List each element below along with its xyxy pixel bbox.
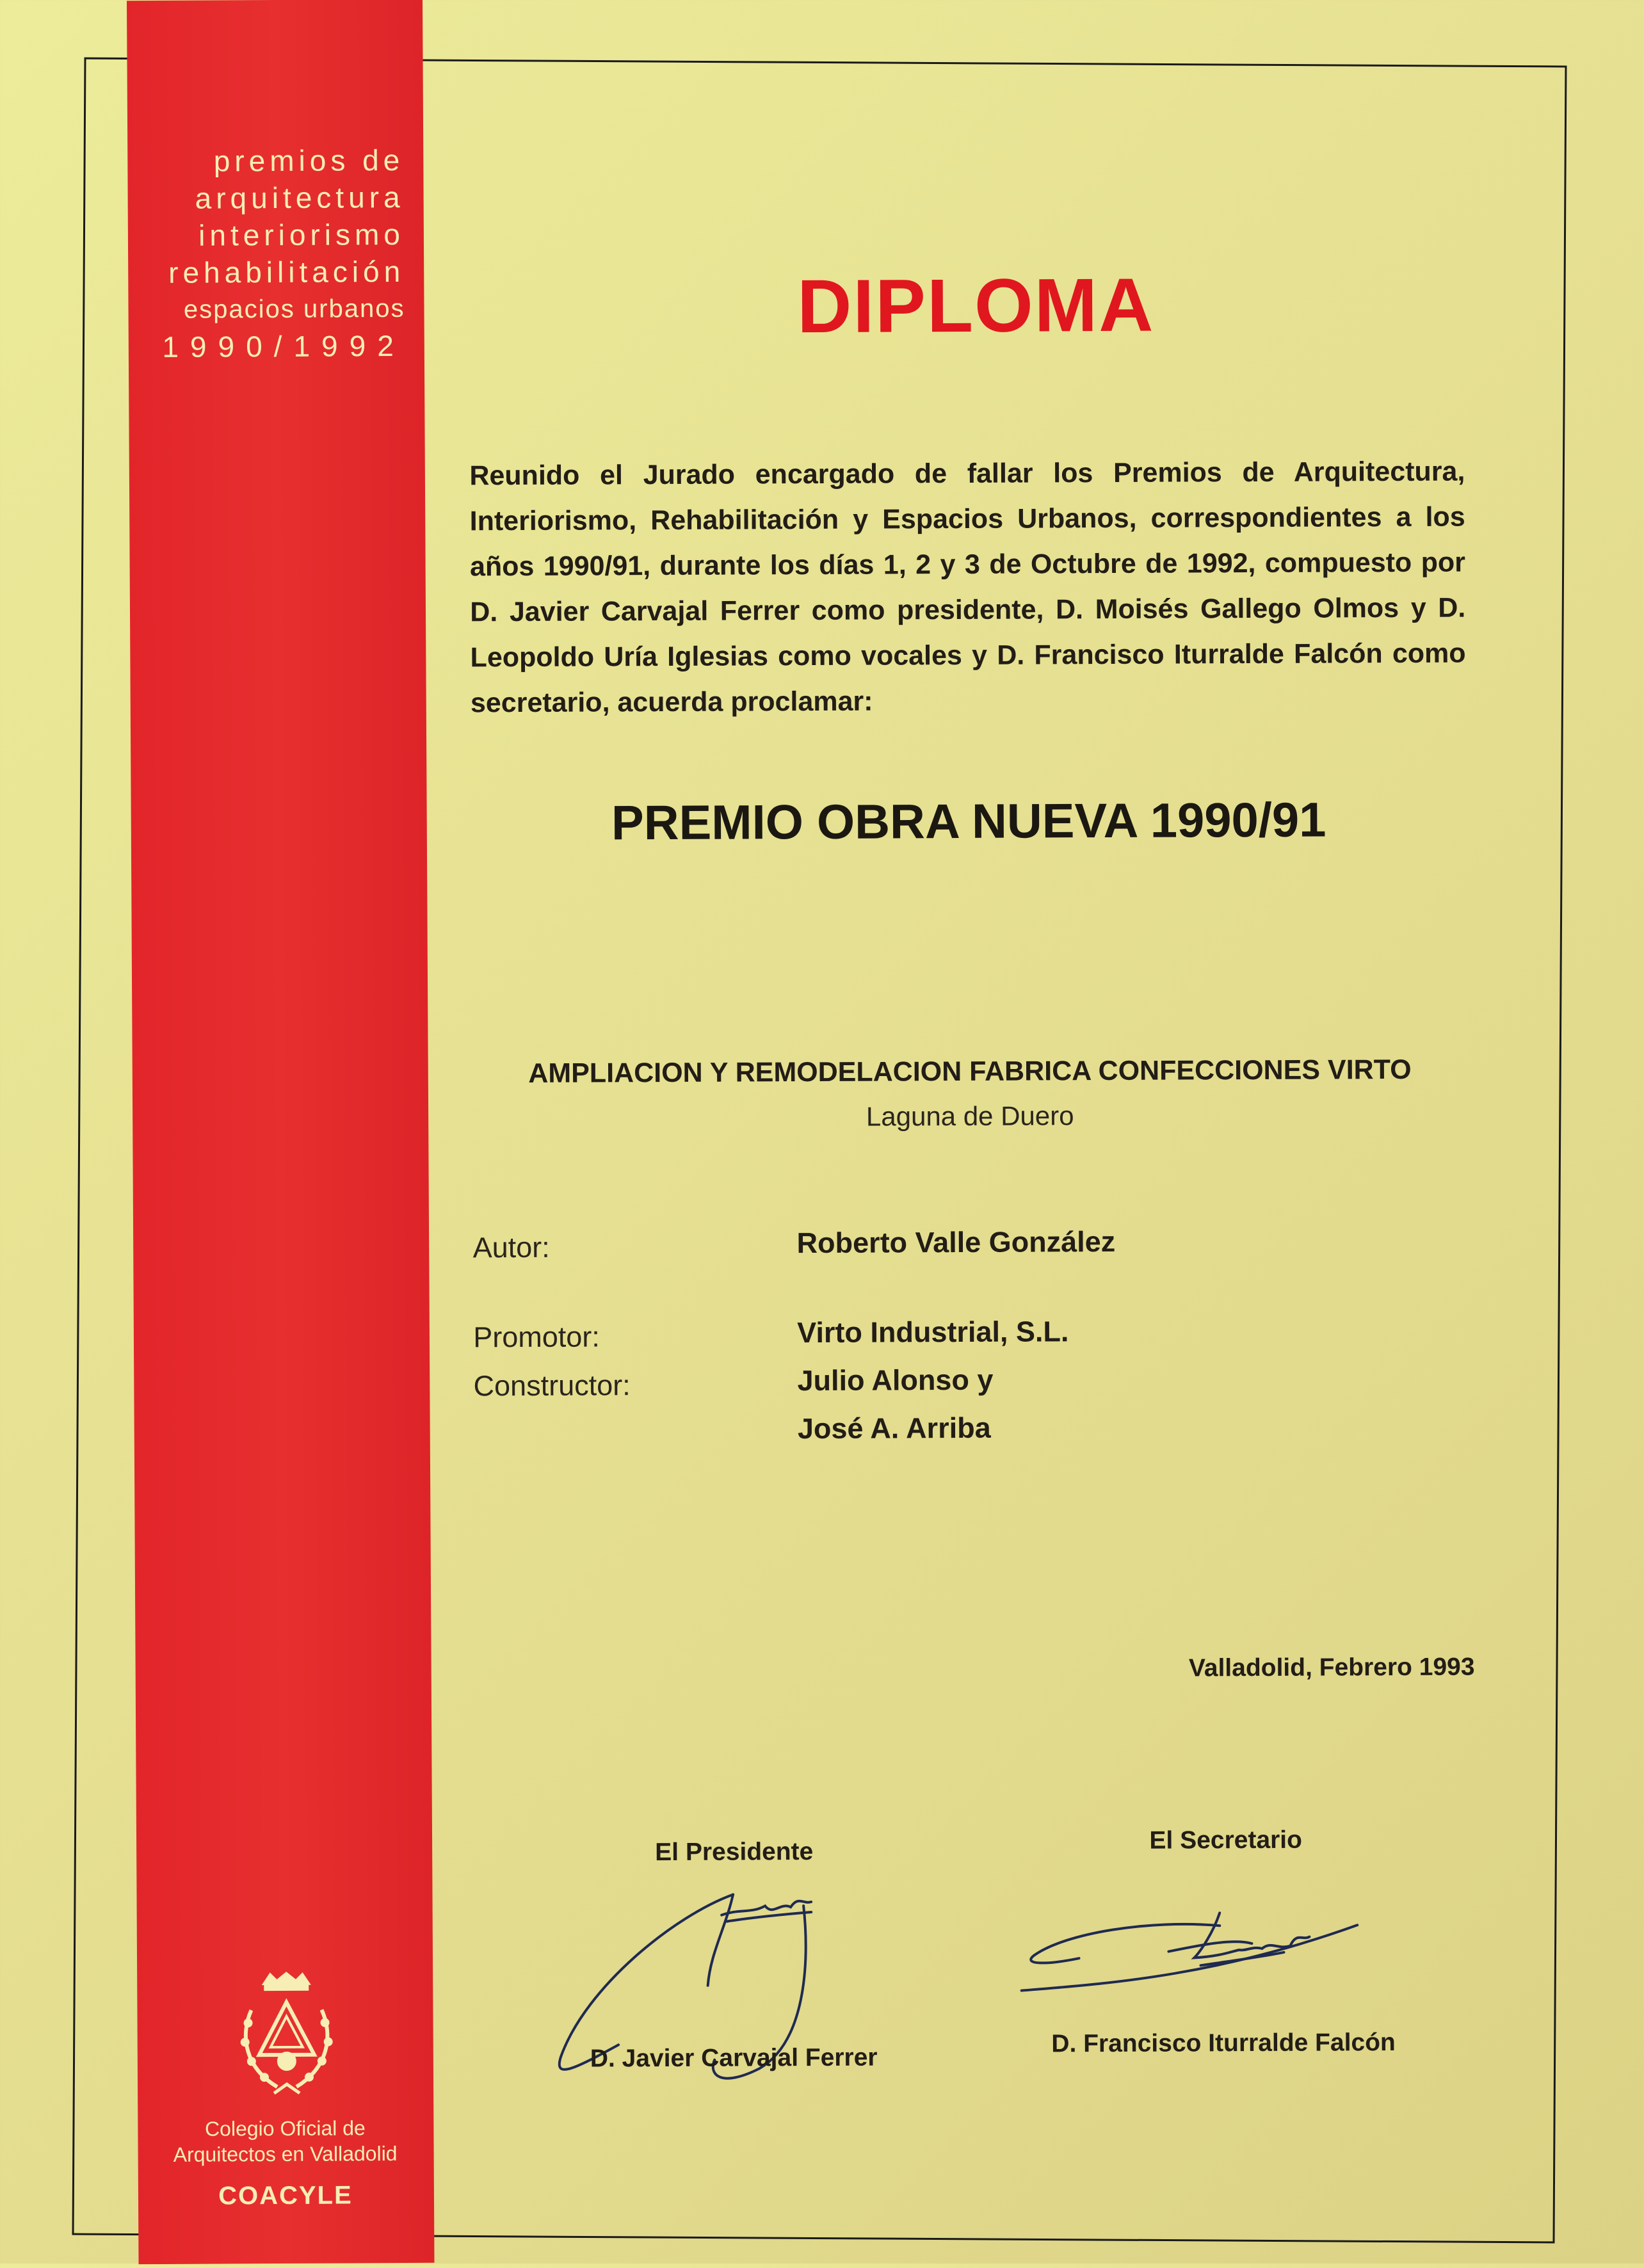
president-role: El Presidente [655,1838,814,1867]
awards-title-line: espacios urbanos [183,294,405,324]
prize-title: PREMIO OBRA NUEVA 1990/91 [611,792,1326,851]
awards-years: 1990/1992 [162,328,405,364]
secretary-role: El Secretario [1149,1826,1303,1854]
awards-title-line: rehabilitación [168,254,405,289]
secretary-name: D. Francisco Iturralde Falcón [1051,2029,1396,2058]
secretary-signature [1008,1893,1367,2009]
college-acronym: COACYLE [218,2181,353,2210]
jury-statement: Reunido el Jurado encargado de fallar los Premios de Arquitectura, Interiorismo, Rehabilitación y Espacios Urbanos, correspondientes a los años 1990/91, durante los días 1, 2 y 3 de Octubre de 1992, compuesto por D. Javier Carvajal Ferrer como presidente, D. Moisés Gallego Olmos y D. Leopoldo Uría Iglesias como vocales y D. Francisco Iturralde Falcón como secretario, acuerda proclamar: [469,456,1466,719]
diploma-heading: DIPLOMA [796,262,1155,350]
awards-title-line: arquitectura [195,180,405,215]
awards-title-line: interiorismo [198,217,405,252]
builder-value-line: Julio Alonso y [797,1363,994,1397]
college-name-line: Colegio Oficial de [204,2116,366,2141]
builder-label: Constructor: [473,1369,631,1403]
project-location: Laguna de Duero [866,1100,1074,1132]
author-label: Autor: [472,1230,550,1264]
project-title: AMPLIACION Y REMODELACION FABRICA CONFECCIONES VIRTO [528,1054,1412,1089]
promoter-label: Promotor: [473,1320,600,1354]
college-name-line: Arquitectos en Valladolid [173,2142,398,2166]
promoter-value: Virto Industrial, S.L. [797,1315,1069,1349]
awards-title-line: premios de [213,143,405,178]
author-value: Roberto Valle González [796,1225,1116,1260]
builder-value-line: José A. Arriba [797,1411,991,1445]
place-and-date: Valladolid, Febrero 1993 [1188,1653,1475,1682]
president-name: D. Javier Carvajal Ferrer [590,2043,878,2073]
